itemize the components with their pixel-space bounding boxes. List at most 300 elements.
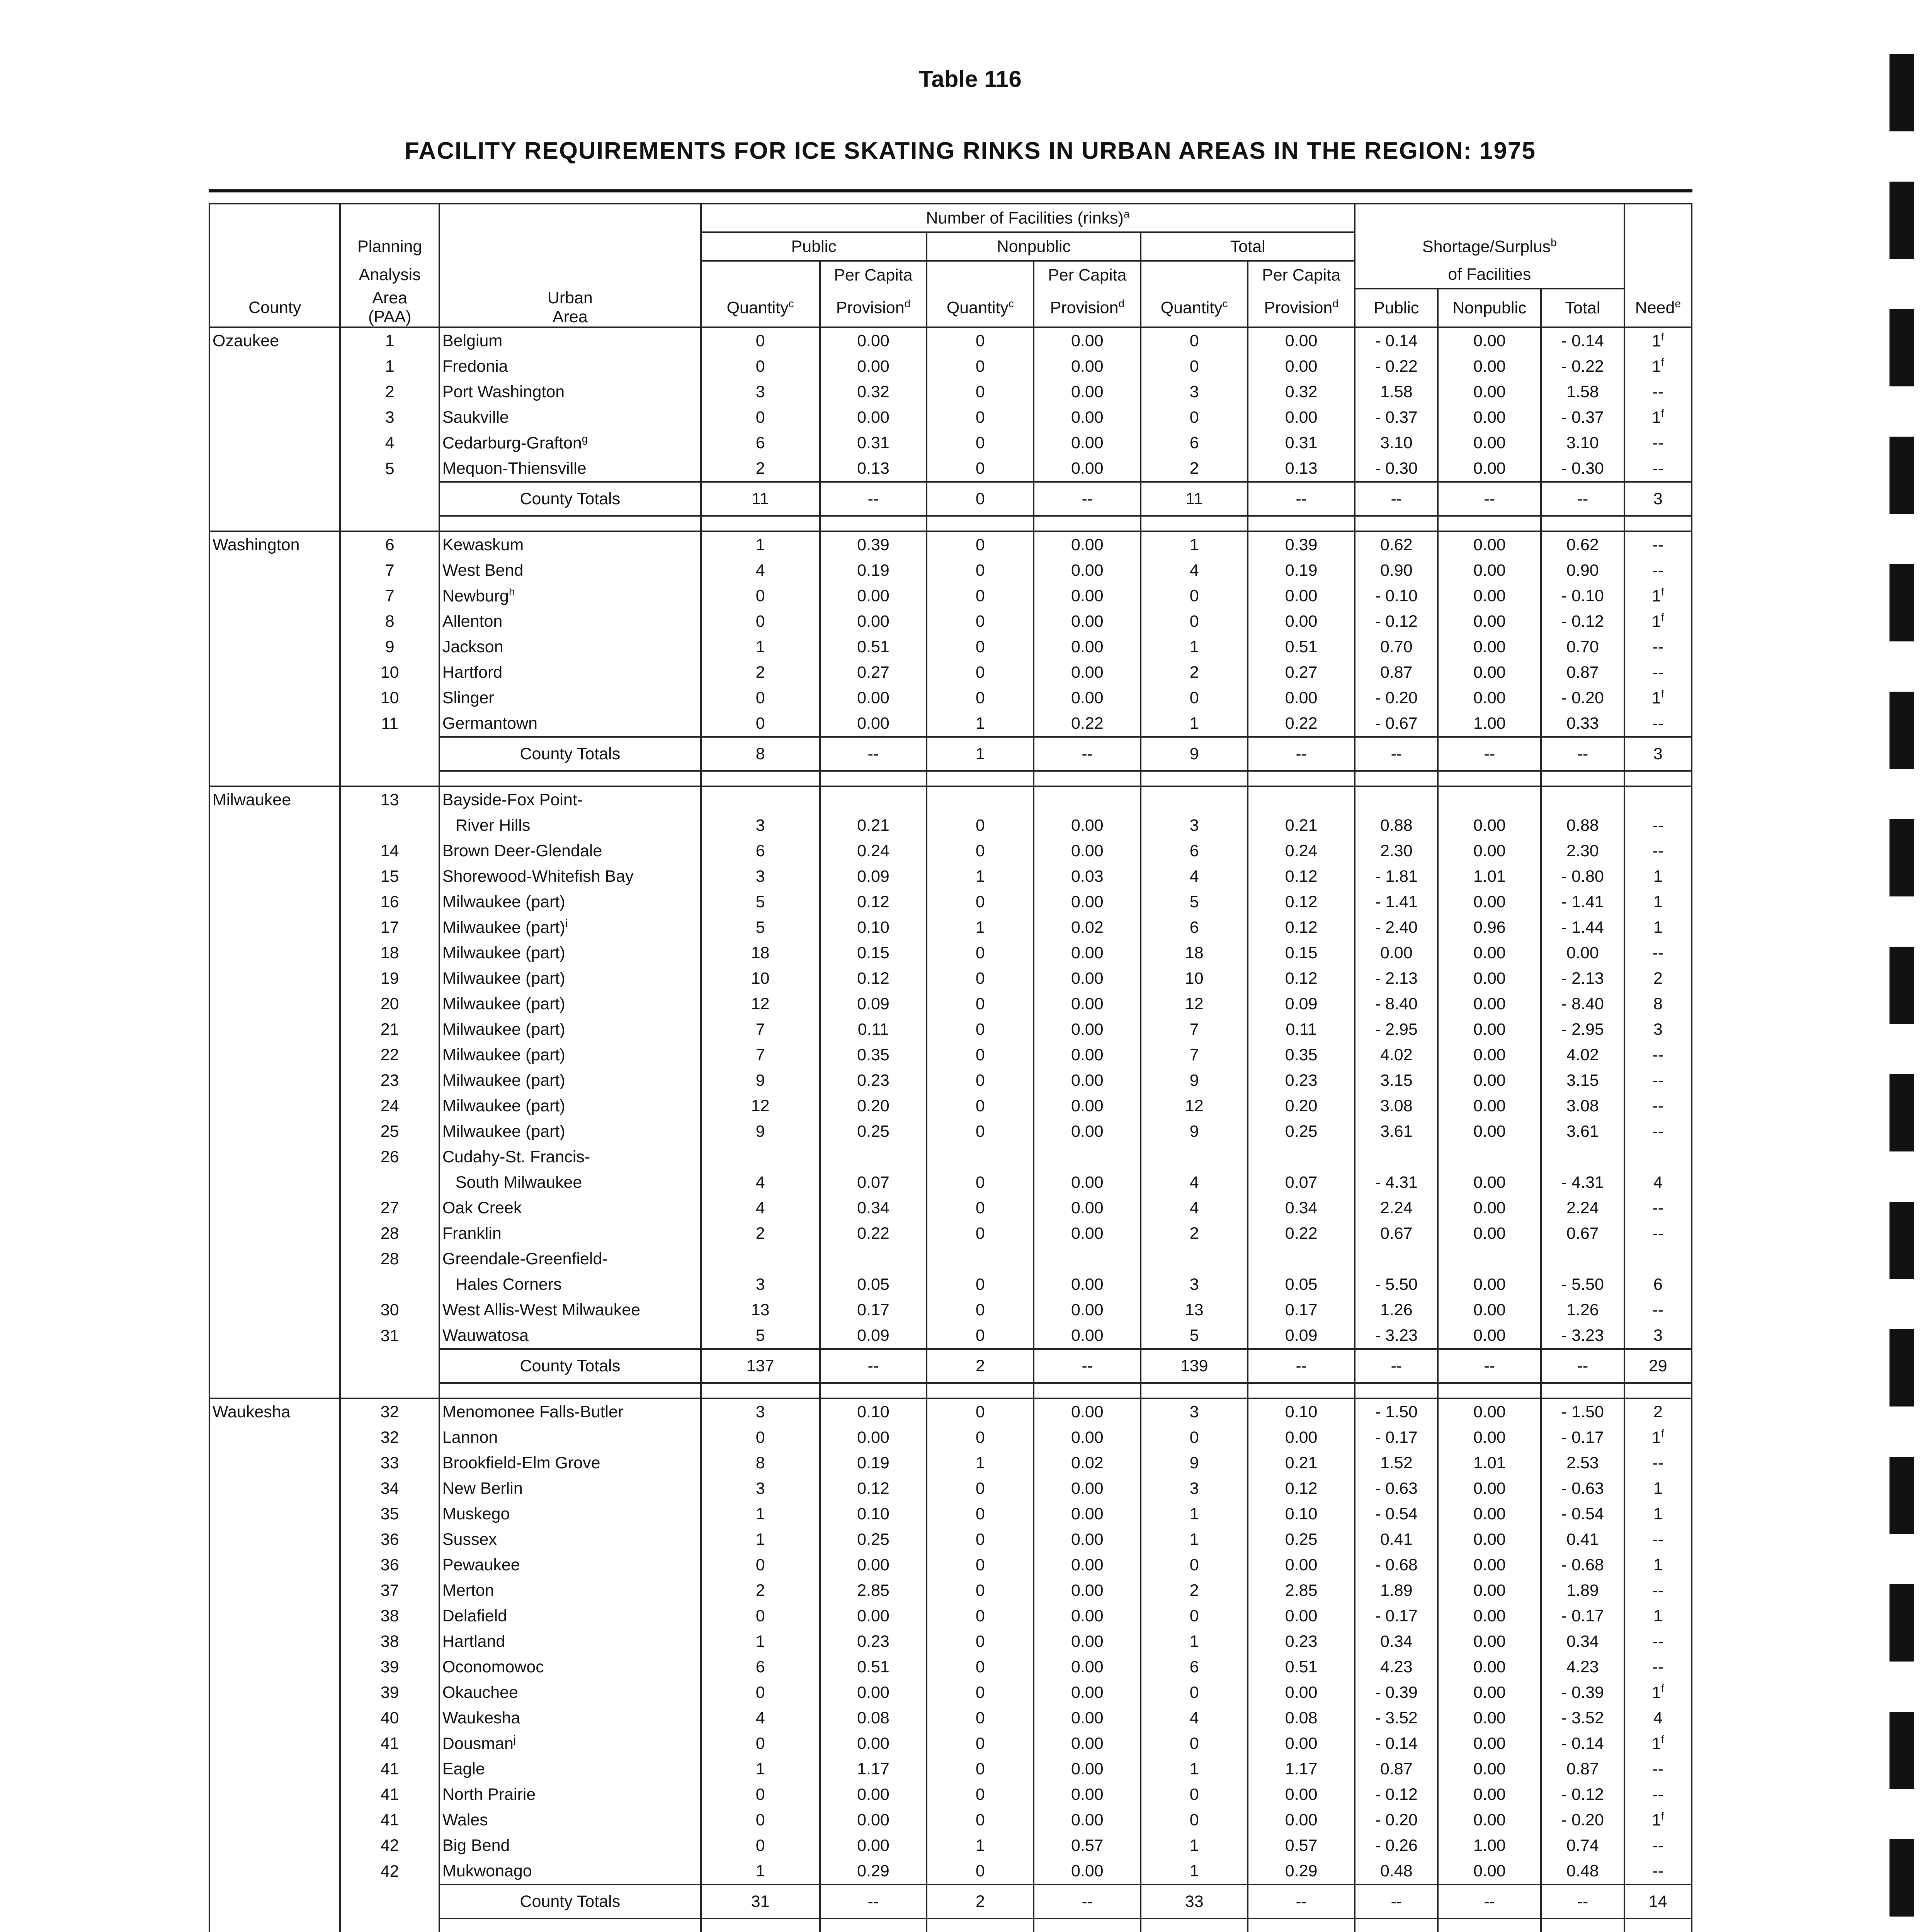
value-cell: 2.85 <box>1248 1578 1355 1603</box>
value-cell: 2.24 <box>1541 1195 1624 1221</box>
value-cell <box>927 786 1034 813</box>
value-cell: 1 <box>1141 1629 1248 1654</box>
value-cell: 0.11 <box>1248 1017 1355 1042</box>
value-cell: 0 <box>927 889 1034 915</box>
value-cell: 0.00 <box>820 405 927 430</box>
value-cell: 0.51 <box>820 1654 927 1680</box>
value-cell: 0.00 <box>1438 1323 1541 1349</box>
value-cell: 0.00 <box>1438 583 1541 609</box>
need-cell: 1$^f$ <box>1624 354 1692 379</box>
value-cell: - 0.12 <box>1541 1782 1624 1807</box>
value-cell: 9 <box>1141 1068 1248 1093</box>
value-cell: 0.21 <box>820 813 927 838</box>
county-cell <box>209 1807 340 1833</box>
value-cell: 0 <box>701 1603 820 1629</box>
value-cell: 0 <box>701 583 820 609</box>
urban-area-header: Urban Area <box>439 289 701 327</box>
value-cell: 0 <box>927 1782 1034 1807</box>
county-cell <box>209 711 340 737</box>
value-cell: - 0.26 <box>1355 1833 1438 1858</box>
need-cell: -- <box>1624 1093 1692 1119</box>
paa-cell: 41 <box>340 1782 439 1807</box>
totals-value-cell: 11 <box>1141 482 1248 516</box>
need-cell: 1$^f$ <box>1624 1731 1692 1756</box>
urban-area-cell: Merton <box>439 1578 701 1603</box>
value-cell: 0.00 <box>1034 1807 1141 1833</box>
value-cell: 0.00 <box>1438 1527 1541 1552</box>
value-cell: 0.23 <box>1248 1068 1355 1093</box>
value-cell: 0.00 <box>1438 1272 1541 1297</box>
registration-mark <box>1889 1584 1914 1662</box>
county-cell <box>209 1578 340 1603</box>
value-cell: - 0.17 <box>1355 1603 1438 1629</box>
total-provision-header: Provision$^d$ <box>1248 289 1355 327</box>
totals-value-cell: -- <box>1355 737 1438 771</box>
county-cell <box>209 430 340 456</box>
value-cell: 0.00 <box>1355 940 1438 966</box>
value-cell: 0.00 <box>1438 327 1541 354</box>
county-cell <box>209 838 340 864</box>
value-cell: 0 <box>927 1603 1034 1629</box>
county-cell <box>209 864 340 889</box>
value-cell: 0.00 <box>820 609 927 634</box>
value-cell: 0.20 <box>820 1093 927 1119</box>
value-cell <box>820 1144 927 1170</box>
table-row <box>209 1144 1692 1170</box>
need-cell: -- <box>1624 1068 1692 1093</box>
value-cell: 0.70 <box>1355 634 1438 660</box>
value-cell: 0.23 <box>1248 1629 1355 1654</box>
value-cell: - 4.31 <box>1355 1170 1438 1195</box>
value-cell: 2.85 <box>820 1578 927 1603</box>
county-cell <box>209 1144 340 1170</box>
value-cell: 4 <box>1141 558 1248 583</box>
need-cell: -- <box>1624 1756 1692 1782</box>
county-cell <box>209 1068 340 1093</box>
value-cell: 2.24 <box>1355 1195 1438 1221</box>
value-cell: 0 <box>1141 583 1248 609</box>
paa-cell: 39 <box>340 1654 439 1680</box>
need-cell: -- <box>1624 1042 1692 1068</box>
value-cell: - 0.14 <box>1541 1731 1624 1756</box>
value-cell <box>1355 1144 1438 1170</box>
county-cell: Waukesha <box>209 1398 340 1425</box>
value-cell: 0.00 <box>1248 1680 1355 1705</box>
value-cell <box>820 786 927 813</box>
need-cell: 4 <box>1624 1170 1692 1195</box>
title-rule <box>209 189 1692 192</box>
value-cell: - 3.23 <box>1541 1323 1624 1349</box>
value-cell: - 2.13 <box>1541 966 1624 991</box>
value-cell: - 0.20 <box>1541 685 1624 711</box>
value-cell: 7 <box>701 1042 820 1068</box>
value-cell: 1.01 <box>1438 1450 1541 1476</box>
value-cell: 0.62 <box>1355 531 1438 558</box>
need-cell: -- <box>1624 1527 1692 1552</box>
table-row <box>209 1833 1692 1858</box>
table-row <box>209 558 1692 583</box>
need-cell: 1$^f$ <box>1624 1680 1692 1705</box>
need-cell: 4 <box>1624 1705 1692 1731</box>
value-cell: - 0.39 <box>1541 1680 1624 1705</box>
need-cell: -- <box>1624 1654 1692 1680</box>
value-cell: 0.00 <box>820 1552 927 1578</box>
county-cell <box>209 583 340 609</box>
value-cell: 0.00 <box>1034 1552 1141 1578</box>
value-cell: 0 <box>927 1195 1034 1221</box>
value-cell: 0.31 <box>820 430 927 456</box>
value-cell: 9 <box>1141 1119 1248 1144</box>
urban-area-cell: Cedarburg-Grafton$^g$ <box>439 430 701 456</box>
value-cell: 0.07 <box>820 1170 927 1195</box>
value-cell: - 3.52 <box>1355 1705 1438 1731</box>
paa-cell: 36 <box>340 1527 439 1552</box>
value-cell: 0.00 <box>1438 1476 1541 1501</box>
value-cell: 0.25 <box>1248 1527 1355 1552</box>
totals-value-cell: 2 <box>927 1884 1034 1918</box>
totals-value-cell: 2 <box>927 1349 1034 1383</box>
need-header: Need$^e$ <box>1624 289 1692 327</box>
value-cell: 0.29 <box>820 1858 927 1884</box>
value-cell: 0.25 <box>820 1527 927 1552</box>
value-cell: 0.00 <box>1438 1731 1541 1756</box>
value-cell: 0.00 <box>1034 558 1141 583</box>
table-row <box>209 1731 1692 1756</box>
totals-value-cell: -- <box>1355 482 1438 516</box>
value-cell: 0.00 <box>1438 1093 1541 1119</box>
value-cell: - 0.12 <box>1355 1782 1438 1807</box>
value-cell: 5 <box>1141 889 1248 915</box>
urban-area-cell: Hartford <box>439 660 701 685</box>
value-cell: - 0.10 <box>1355 583 1438 609</box>
value-cell: 1.58 <box>1541 379 1624 405</box>
value-cell: 0.00 <box>1248 583 1355 609</box>
totals-value-cell: -- <box>1438 737 1541 771</box>
value-cell: 0.12 <box>1248 1476 1355 1501</box>
registration-mark <box>1889 692 1914 769</box>
paa-cell: 33 <box>340 1450 439 1476</box>
public-provision-header: Provision$^d$ <box>820 289 927 327</box>
value-cell: 0.00 <box>1034 354 1141 379</box>
table-row <box>209 1756 1692 1782</box>
value-cell: 0.34 <box>1248 1195 1355 1221</box>
registration-mark <box>1889 1202 1914 1279</box>
need-cell: 1$^f$ <box>1624 1807 1692 1833</box>
value-cell: 0 <box>927 1705 1034 1731</box>
value-cell: 1 <box>701 1629 820 1654</box>
paa-cell: 10 <box>340 660 439 685</box>
value-cell: 0.00 <box>1438 379 1541 405</box>
totals-value-cell: 8 <box>701 737 820 771</box>
total-group-header: Total <box>1141 232 1355 261</box>
paa-cell: 41 <box>340 1731 439 1756</box>
value-cell: 1.58 <box>1355 379 1438 405</box>
value-cell: 0.10 <box>820 915 927 940</box>
table-row <box>209 1705 1692 1731</box>
value-cell: 4.23 <box>1355 1654 1438 1680</box>
value-cell: 3 <box>1141 1398 1248 1425</box>
value-cell: 3.08 <box>1355 1093 1438 1119</box>
paa-cell: 41 <box>340 1807 439 1833</box>
table-row <box>209 1501 1692 1527</box>
value-cell: 1 <box>1141 1833 1248 1858</box>
value-cell: - 3.23 <box>1355 1323 1438 1349</box>
value-cell: 1.00 <box>1438 1833 1541 1858</box>
county-cell <box>209 1756 340 1782</box>
urban-area-cell: Okauchee <box>439 1680 701 1705</box>
county-cell <box>209 1425 340 1450</box>
paa-cell: 10 <box>340 685 439 711</box>
value-cell: 3 <box>701 813 820 838</box>
value-cell <box>1438 1144 1541 1170</box>
value-cell: - 3.52 <box>1541 1705 1624 1731</box>
value-cell: 10 <box>1141 966 1248 991</box>
value-cell: 0.00 <box>820 711 927 737</box>
value-cell: 0.00 <box>1438 1807 1541 1833</box>
shortage-nonpublic-header: Nonpublic <box>1438 289 1541 327</box>
value-cell: 0 <box>927 1068 1034 1093</box>
value-cell <box>1541 786 1624 813</box>
value-cell: 0 <box>701 1807 820 1833</box>
table-row <box>209 940 1692 966</box>
value-cell <box>1141 1246 1248 1272</box>
urban-area-cell: Hartland <box>439 1629 701 1654</box>
table-row <box>209 1476 1692 1501</box>
value-cell <box>820 1246 927 1272</box>
value-cell: 0 <box>701 1552 820 1578</box>
value-cell <box>701 1246 820 1272</box>
table-row <box>209 1042 1692 1068</box>
value-cell: 0.12 <box>820 889 927 915</box>
value-cell: - 8.40 <box>1355 991 1438 1017</box>
value-cell: 0.00 <box>1034 838 1141 864</box>
need-cell: 6 <box>1624 1272 1692 1297</box>
value-cell: 3.10 <box>1355 430 1438 456</box>
value-cell: 0.00 <box>1034 1578 1141 1603</box>
registration-mark <box>1889 1457 1914 1534</box>
value-cell: 0.27 <box>820 660 927 685</box>
need-cell <box>1624 1144 1692 1170</box>
value-cell: 3 <box>1141 1476 1248 1501</box>
value-cell: 0.87 <box>1541 1756 1624 1782</box>
value-cell: - 1.50 <box>1355 1398 1438 1425</box>
value-cell: - 1.41 <box>1541 889 1624 915</box>
value-cell: 2 <box>1141 1578 1248 1603</box>
value-cell: 4 <box>1141 864 1248 889</box>
county-cell <box>209 1705 340 1731</box>
value-cell: 2.30 <box>1355 838 1438 864</box>
value-cell: 0.09 <box>820 864 927 889</box>
need-cell: -- <box>1624 838 1692 864</box>
paa-cell: 1 <box>340 354 439 379</box>
table-row <box>209 1603 1692 1629</box>
value-cell: 0 <box>1141 1552 1248 1578</box>
urban-area-cell: Newburg$^h$ <box>439 583 701 609</box>
public-per-capita-header: Per Capita <box>820 261 927 289</box>
totals-value-cell: -- <box>1034 1884 1141 1918</box>
need-cell: -- <box>1624 711 1692 737</box>
table-row <box>209 1221 1692 1246</box>
value-cell: 0 <box>927 405 1034 430</box>
nonpublic-quantity-header: Quantity$^c$ <box>927 289 1034 327</box>
value-cell: 0.00 <box>1438 1398 1541 1425</box>
value-cell: 0 <box>927 1807 1034 1833</box>
value-cell: 0.17 <box>1248 1297 1355 1323</box>
value-cell: 12 <box>1141 1093 1248 1119</box>
value-cell: 0.39 <box>1248 531 1355 558</box>
total-quantity-header: Quantity$^c$ <box>1141 289 1248 327</box>
value-cell: - 0.10 <box>1541 583 1624 609</box>
public-group-header: Public <box>701 232 927 261</box>
value-cell: 0.00 <box>1438 531 1541 558</box>
value-cell: 0.00 <box>1034 1323 1141 1349</box>
table-row <box>209 1398 1692 1425</box>
need-cell: 1 <box>1624 1552 1692 1578</box>
value-cell <box>1541 1144 1624 1170</box>
need-cell: -- <box>1624 1629 1692 1654</box>
value-cell: 4.23 <box>1541 1654 1624 1680</box>
urban-area-cell: West Bend <box>439 558 701 583</box>
table-row <box>209 1450 1692 1476</box>
value-cell: 3.61 <box>1355 1119 1438 1144</box>
value-cell: 0.00 <box>1438 685 1541 711</box>
value-cell: - 1.81 <box>1355 864 1438 889</box>
value-cell: 2.53 <box>1541 1450 1624 1476</box>
value-cell: 0 <box>927 1629 1034 1654</box>
value-cell <box>1355 1246 1438 1272</box>
value-cell: 0 <box>927 1552 1034 1578</box>
value-cell: 0.00 <box>1438 1501 1541 1527</box>
value-cell: 0.00 <box>1034 1042 1141 1068</box>
table-row <box>209 1680 1692 1705</box>
urban-area-cell: Saukville <box>439 405 701 430</box>
value-cell: 1 <box>1141 711 1248 737</box>
value-cell: 5 <box>1141 1323 1248 1349</box>
value-cell: 0.00 <box>1034 1629 1141 1654</box>
value-cell: 4 <box>701 1170 820 1195</box>
urban-area-cell: Delafield <box>439 1603 701 1629</box>
value-cell: 0.29 <box>1248 1858 1355 1884</box>
value-cell: 0.27 <box>1248 660 1355 685</box>
value-cell: 0.00 <box>1438 405 1541 430</box>
registration-mark <box>1889 54 1914 131</box>
need-cell: 3 <box>1624 1017 1692 1042</box>
nonpublic-group-header: Nonpublic <box>927 232 1141 261</box>
value-cell: 0.00 <box>1034 1858 1141 1884</box>
totals-value-cell: 33 <box>1141 1884 1248 1918</box>
table-row <box>209 583 1692 609</box>
value-cell: 2 <box>701 1221 820 1246</box>
county-cell <box>209 966 340 991</box>
value-cell: 0.00 <box>1034 1476 1141 1501</box>
value-cell: 0.00 <box>1438 1782 1541 1807</box>
paa-cell: 15 <box>340 864 439 889</box>
urban-area-cell: Cudahy-St. Francis- <box>439 1144 701 1170</box>
value-cell: 0.00 <box>1438 1119 1541 1144</box>
value-cell: 0.57 <box>1248 1833 1355 1858</box>
value-cell: 0 <box>1141 1807 1248 1833</box>
county-cell <box>209 1782 340 1807</box>
paa-cell: 38 <box>340 1603 439 1629</box>
value-cell: 1 <box>1141 1501 1248 1527</box>
value-cell: 0.19 <box>820 1450 927 1476</box>
value-cell: 0 <box>1141 609 1248 634</box>
value-cell: 3 <box>1141 1272 1248 1297</box>
totals-value-cell: -- <box>1355 1349 1438 1383</box>
need-cell <box>1624 1246 1692 1272</box>
value-cell: 0 <box>1141 354 1248 379</box>
value-cell: 0 <box>927 1527 1034 1552</box>
urban-area-cell: Oconomowoc <box>439 1654 701 1680</box>
value-cell: 0.00 <box>820 1833 927 1858</box>
value-cell: 0.00 <box>1034 1782 1141 1807</box>
value-cell: - 1.41 <box>1355 889 1438 915</box>
value-cell: 0 <box>1141 1680 1248 1705</box>
value-cell: 0.00 <box>1034 634 1141 660</box>
value-cell: 1.26 <box>1355 1297 1438 1323</box>
paa-cell: 38 <box>340 1629 439 1654</box>
value-cell: 0 <box>927 456 1034 482</box>
paa-cell: 20 <box>340 991 439 1017</box>
value-cell: 0.11 <box>820 1017 927 1042</box>
urban-area-cell: Waukesha <box>439 1705 701 1731</box>
value-cell: - 0.12 <box>1355 609 1438 634</box>
value-cell: 3.61 <box>1541 1119 1624 1144</box>
value-cell: 0.87 <box>1355 1756 1438 1782</box>
value-cell: - 0.17 <box>1541 1603 1624 1629</box>
county-cell: Ozaukee <box>209 327 340 354</box>
value-cell: 0.00 <box>1034 685 1141 711</box>
totals-value-cell: -- <box>820 737 927 771</box>
shortage-header: Shortage/Surplus$^b$ <box>1355 232 1624 261</box>
value-cell: - 1.50 <box>1541 1398 1624 1425</box>
value-cell: 1 <box>1141 1858 1248 1884</box>
value-cell: 1 <box>927 1833 1034 1858</box>
value-cell: 9 <box>1141 1450 1248 1476</box>
value-cell: 0.22 <box>1248 1221 1355 1246</box>
value-cell: 0.67 <box>1541 1221 1624 1246</box>
registration-mark <box>1889 1329 1914 1406</box>
table-row <box>209 1272 1692 1297</box>
value-cell: 0.88 <box>1541 813 1624 838</box>
value-cell: 0.05 <box>820 1272 927 1297</box>
need-cell: 1 <box>1624 864 1692 889</box>
county-cell <box>209 1221 340 1246</box>
value-cell: 0 <box>927 1323 1034 1349</box>
value-cell: 1.17 <box>820 1756 927 1782</box>
county-cell <box>209 685 340 711</box>
county-cell <box>209 1552 340 1578</box>
value-cell: 1 <box>1141 634 1248 660</box>
value-cell: 0 <box>927 1501 1034 1527</box>
registration-mark <box>1889 437 1914 514</box>
value-cell: 0 <box>1141 1603 1248 1629</box>
value-cell: 0.00 <box>820 327 927 354</box>
value-cell: 0 <box>927 1221 1034 1246</box>
value-cell: 0.90 <box>1541 558 1624 583</box>
county-cell <box>209 1272 340 1297</box>
value-cell: 2 <box>1141 456 1248 482</box>
value-cell: 0.00 <box>1034 430 1141 456</box>
value-cell: 0 <box>1141 1731 1248 1756</box>
value-cell: 0.24 <box>820 838 927 864</box>
value-cell: 0.00 <box>1438 634 1541 660</box>
paa-cell: 17 <box>340 915 439 940</box>
county-cell <box>209 915 340 940</box>
paa-cell: 4 <box>340 430 439 456</box>
urban-area-cell: Milwaukee (part) <box>439 1017 701 1042</box>
need-cell: -- <box>1624 1833 1692 1858</box>
